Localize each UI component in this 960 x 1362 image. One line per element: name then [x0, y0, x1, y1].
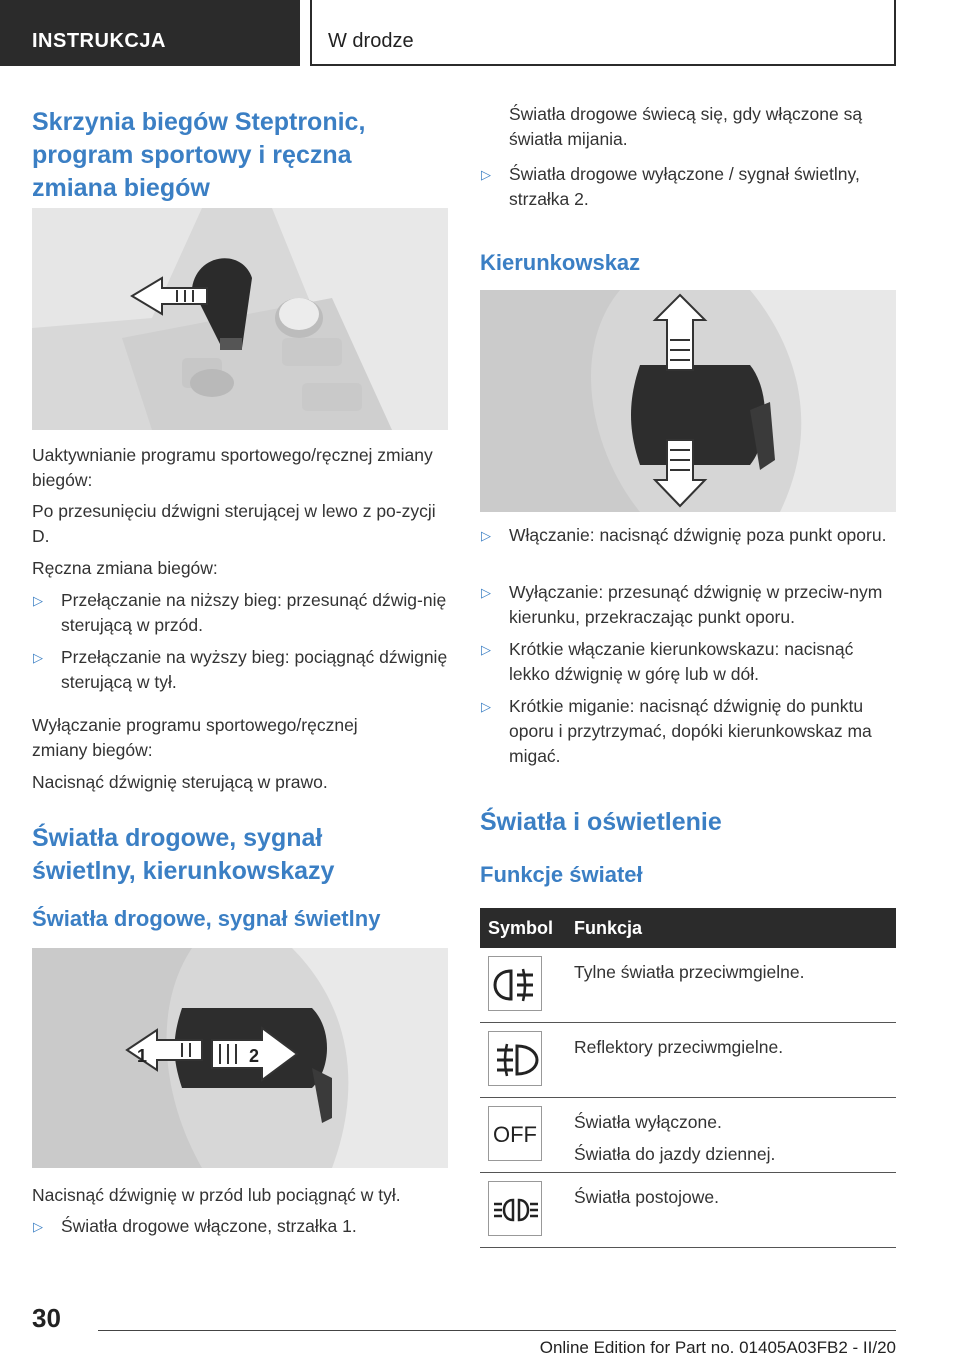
- heading-lighting: Światła i oświetlenie: [480, 808, 722, 836]
- list-item: ▷ Światła drogowe wyłączone / sygnał świetlny, strzałka 2.: [481, 164, 860, 209]
- front-fog-light-icon: [488, 1031, 542, 1086]
- subheading-high-beam: Światła drogowe, sygnał świetlny: [32, 906, 381, 931]
- function-text: Światła postojowe.: [574, 1187, 719, 1207]
- list-item: ▷ Krótkie miganie: nacisnąć dźwignię do punktu oporu i przytrzymać, dopóki kierunkowskaz ma migać.: [481, 696, 872, 766]
- function-text: Reflektory przeciwmgielne.: [574, 1037, 784, 1057]
- footer-divider: [98, 1330, 896, 1331]
- footer-edition: Online Edition for Part no. 01405A03FB2 - II/20: [539, 1338, 896, 1357]
- bullet-triangle-icon: ▷: [481, 585, 491, 600]
- subheading-turn-signal: Kierunkowskaz: [480, 250, 641, 275]
- list-item: ▷ Przełączanie na niższy bieg: przesunąć dźwig-nię sterującą w przód.: [33, 590, 447, 635]
- turn-signal-lever-illustration: [480, 290, 896, 512]
- table-header: [480, 908, 896, 948]
- table-row: [480, 1098, 896, 1173]
- table-row: [480, 948, 896, 1023]
- list-item: ▷ Przełączanie na wyższy bieg: pociągnąć dźwignię sterującą w tył.: [33, 647, 448, 692]
- paragraph: Uaktywnianie programu sportowego/ręcznej zmiany biegów:: [32, 445, 433, 490]
- bullet-triangle-icon: ▷: [481, 167, 491, 182]
- paragraph: Nacisnąć dźwignię w przód lub pociągnąć w tył.: [32, 1185, 401, 1205]
- table-row: [480, 1023, 896, 1098]
- bullet-triangle-icon: ▷: [481, 699, 491, 714]
- list-item: ▷ Krótkie włączanie kierunkowskazu: nacisnąć lekko dźwignię w górę lub w dół.: [481, 639, 854, 684]
- subheading-light-functions: Funkcje świateł: [480, 862, 643, 887]
- list-item: ▷ Wyłączanie: przesunąć dźwignię w przeciw-nym kierunku, przekraczając punkt oporu.: [481, 582, 883, 627]
- parking-light-icon: [488, 1181, 542, 1236]
- arrow-label-1: 1: [137, 1046, 148, 1066]
- column-header-symbol: Symbol: [488, 918, 554, 938]
- section-tab: INSTRUKCJA: [0, 0, 300, 66]
- off-icon: OFF: [488, 1106, 542, 1161]
- paragraph: Światła drogowe świecą się, gdy włączone są światła mijania.: [509, 104, 863, 149]
- table-row: [480, 1173, 896, 1248]
- bullet-triangle-icon: ▷: [481, 642, 491, 657]
- heading-steptronic: Skrzynia biegów Steptronic, program sportowy i ręczna zmiana biegów: [32, 108, 366, 202]
- paragraph: Nacisnąć dźwignię sterującą w prawo.: [32, 772, 328, 792]
- paragraph: Ręczna zmiana biegów:: [32, 558, 218, 578]
- paragraph: Po przesunięciu dźwigni sterującej w lewo z po-zycji D.: [32, 501, 436, 546]
- bullet-triangle-icon: ▷: [33, 593, 43, 608]
- function-text: Tylne światła przeciwmgielne.: [574, 962, 805, 982]
- list-item: ▷ Włączanie: nacisnąć dźwignię poza punkt oporu.: [480, 523, 896, 548]
- page-number: 30: [32, 1303, 61, 1333]
- high-beam-lever-illustration: [32, 948, 448, 1168]
- rear-fog-light-icon: [488, 956, 542, 1011]
- paragraph: Wyłączanie programu sportowego/ręcznej zmiany biegów:: [32, 715, 358, 760]
- light-functions-table: [480, 908, 896, 1248]
- page-header: [0, 0, 960, 66]
- bullet-triangle-icon: ▷: [481, 528, 491, 543]
- function-text: Światła wyłączone. Światła do jazdy dziennej.: [574, 1112, 776, 1164]
- list-item: ▷ Światła drogowe włączone, strzałka 1.: [32, 1214, 448, 1239]
- bullet-triangle-icon: ▷: [33, 1219, 43, 1234]
- column-header-function: Funkcja: [574, 918, 643, 938]
- bullet-triangle-icon: ▷: [33, 650, 43, 665]
- arrow-label-2: 2: [249, 1046, 260, 1066]
- heading-lights: Światła drogowe, sygnał świetlny, kierunkowskazy: [32, 824, 335, 885]
- chapter-title: W drodze: [310, 0, 896, 66]
- gear-selector-illustration: [32, 208, 448, 430]
